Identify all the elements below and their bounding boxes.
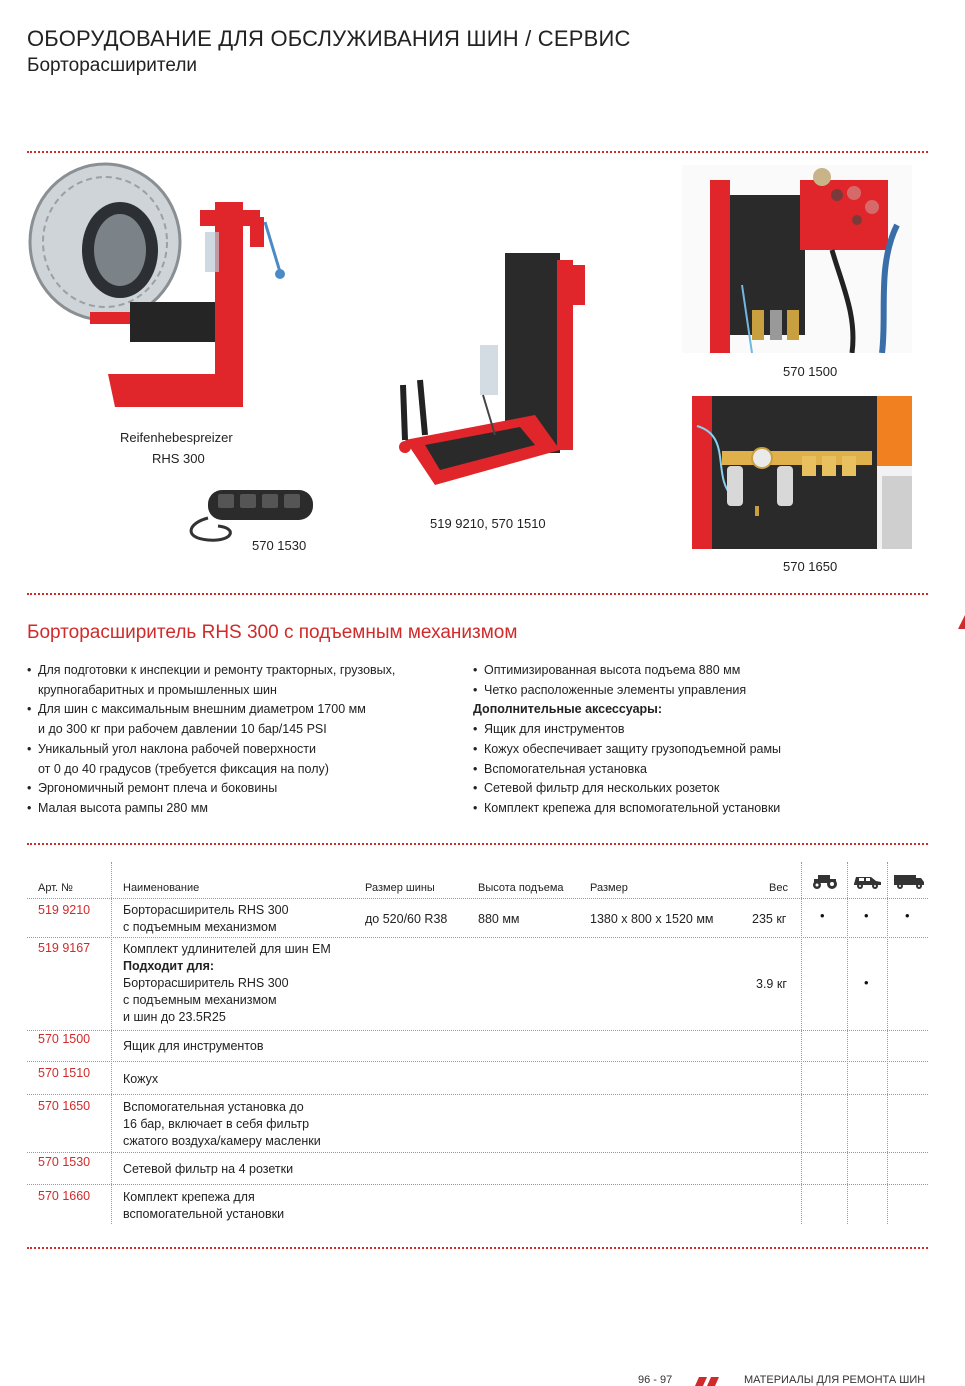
column-divider — [887, 862, 888, 1224]
row-divider — [27, 1061, 928, 1062]
feature-list-left — [27, 661, 467, 819]
product-name-detail: Борторасширитель RHS 300 с подъемным механизмом и шин до 23.5R25 — [123, 976, 289, 1024]
feature-item: • Эргономичный ремонт плеча и боковины — [27, 779, 467, 799]
cover-stand-caption: 519 9210, 570 1510 — [430, 516, 546, 531]
suv-mark: • — [864, 975, 869, 990]
brand-mark-icon — [695, 1377, 721, 1386]
corner-marker — [958, 615, 965, 629]
weight: 235 кг — [752, 912, 787, 926]
product-name: Комплект удлинителей для шин EM — [123, 942, 331, 956]
column-divider — [111, 862, 112, 1224]
accessories-heading: Дополнительные аксессуары: — [473, 702, 662, 717]
col-header-lift-height: Высота подъема — [478, 882, 564, 894]
col-header-art: Арт. № — [38, 882, 73, 894]
feature-item: • Для подготовки к инспекции и ремонту тракторных, грузовых, крупногабаритных и промышленных шин — [27, 661, 467, 700]
rhs300-image — [20, 162, 300, 412]
row-divider — [27, 898, 928, 899]
row-divider — [27, 937, 928, 938]
truck-icon — [892, 872, 926, 890]
weight: 3.9 кг — [756, 977, 787, 991]
feature-item: • Малая высота рампы 280 мм — [27, 799, 467, 819]
fits-for-label: Подходит для: — [123, 959, 215, 973]
article-number: 570 1660 — [38, 1189, 91, 1203]
feature-item: • Для шин с максимальным внешним диаметром 1700 мм и до 300 кг при рабочем давлении 10 бар/145 PSI — [27, 700, 467, 739]
product-name: Вспомогательная установка до 16 бар, включает в себя фильтр сжатого воздуха/камеру масленки — [123, 1100, 321, 1148]
divider — [27, 593, 928, 595]
article-number: 570 1650 — [38, 1099, 91, 1113]
accessory-item: • Комплект крепежа для вспомогательной установки — [473, 799, 923, 819]
accessory-item: • Сетевой фильтр для нескольких розеток — [473, 779, 923, 799]
product-name: Сетевой фильтр на 4 розетки — [123, 1162, 294, 1176]
feature-item: • Оптимизированная высота подъема 880 мм — [473, 661, 923, 681]
main-image-caption-2: RHS 300 — [152, 451, 205, 466]
suv-icon — [851, 872, 883, 890]
power-strip-caption: 570 1530 — [252, 538, 307, 553]
divider — [27, 843, 928, 845]
dimensions: 1380 x 800 x 1520 мм — [590, 912, 714, 926]
accessory-item: • Ящик для инструментов — [473, 720, 923, 740]
column-divider — [847, 862, 848, 1224]
feature-item: • Четко расположенные элементы управления — [473, 681, 923, 701]
row-divider — [27, 1184, 928, 1185]
column-divider — [801, 862, 802, 1224]
product-name: Комплект крепежа для вспомогательной установки — [123, 1190, 285, 1221]
page-title: ОБОРУДОВАНИЕ ДЛЯ ОБСЛУЖИВАНИЯ ШИН / СЕРВИС — [27, 26, 631, 51]
footer-label: МАТЕРИАЛЫ ДЛЯ РЕМОНТА ШИН — [744, 1374, 926, 1386]
article-number: 519 9167 — [38, 941, 91, 955]
aux-unit-image — [692, 396, 912, 549]
accessory-item: • Вспомогательная установка — [473, 760, 923, 780]
tractor-mark: • — [820, 908, 825, 923]
page-numbers: 96 - 97 — [638, 1374, 673, 1386]
lift-height: 880 мм — [478, 912, 520, 926]
col-header-tire-size: Размер шины — [365, 882, 435, 894]
article-number: 570 1510 — [38, 1066, 91, 1080]
row-divider — [27, 1094, 928, 1095]
aux-unit-caption: 570 1650 — [783, 559, 838, 574]
article-number: 570 1530 — [38, 1155, 91, 1169]
section-title: Борторасширитель RHS 300 с подъемным механизмом — [27, 622, 518, 643]
accessory-item: • Кожух обеспечивает защиту грузоподъемной рамы — [473, 740, 923, 760]
tire-size: до 520/60 R38 — [365, 912, 448, 926]
row-divider — [27, 1152, 928, 1153]
feature-item: • Уникальный угол наклона рабочей поверхности от 0 до 40 градусов (требуется фиксация на полу) — [27, 740, 467, 779]
article-number: 570 1500 — [38, 1032, 91, 1046]
product-name: Борторасширитель RHS 300 с подъемным механизмом — [123, 903, 289, 934]
col-header-name: Наименование — [123, 882, 200, 894]
main-image-caption-1: Reifenhebespreizer — [120, 430, 233, 445]
toolbox-image — [682, 165, 912, 353]
article-number: 519 9210 — [38, 903, 91, 917]
product-name: Кожух — [123, 1072, 159, 1086]
truck-mark: • — [905, 908, 910, 923]
feature-list-right — [473, 661, 923, 819]
product-name: Ящик для инструментов — [123, 1039, 264, 1053]
divider — [27, 1247, 928, 1249]
suv-mark: • — [864, 908, 869, 923]
cover-stand-image — [385, 245, 605, 507]
tractor-icon — [810, 872, 840, 890]
page-subtitle: Борторасширители — [27, 55, 198, 76]
col-header-size: Размер — [590, 882, 628, 894]
divider — [27, 151, 928, 153]
col-header-weight: Вес — [769, 882, 788, 894]
toolbox-caption: 570 1500 — [783, 364, 838, 379]
row-divider — [27, 1030, 928, 1031]
